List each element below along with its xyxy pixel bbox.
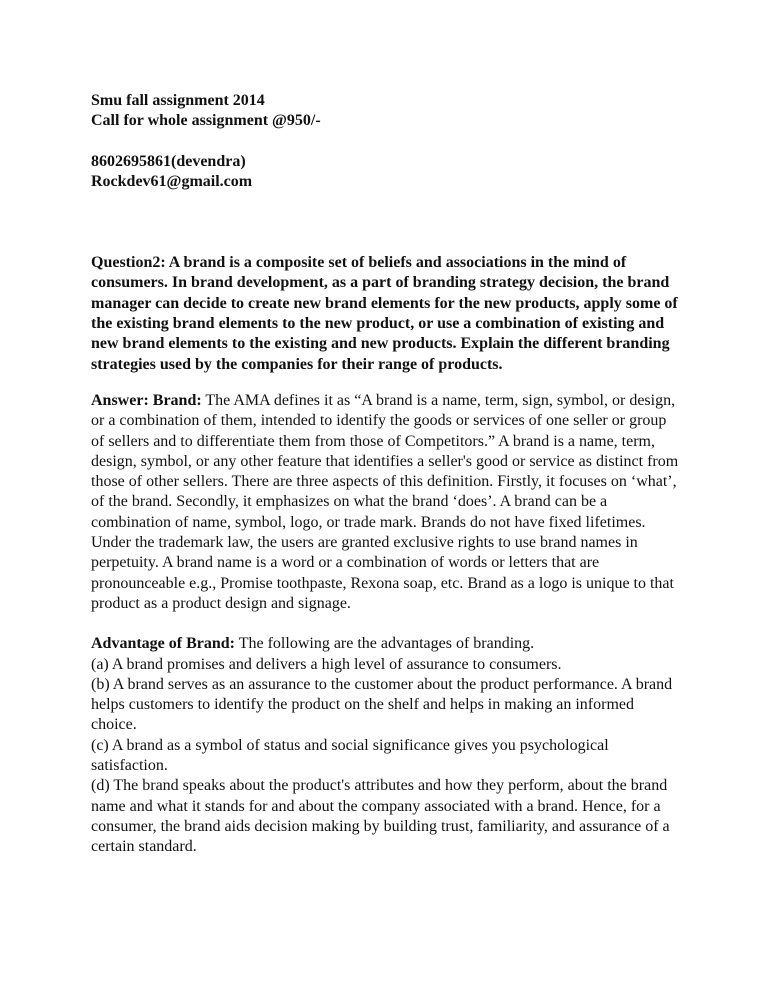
- advantages-label: Advantage of Brand:: [91, 635, 236, 653]
- contact-phone: 8602695861(devendra): [91, 152, 246, 170]
- contact-block: [91, 152, 681, 193]
- advantage-item-d: (d) The brand speaks about the product's attributes and how they perform, about the brand name and what it stands for and about the company associated with a brand. Hence, for a consumer, the brand aids decision making by building trust, familiarity, and assurance of a certain standard.: [91, 777, 670, 856]
- advantage-item-a: (a) A brand promises and delivers a high level of assurance to consumers.: [91, 655, 562, 673]
- header-offer: Call for whole assignment @950/-: [91, 112, 321, 130]
- advantages-heading: [91, 634, 681, 654]
- header-title: Smu fall assignment 2014: [91, 92, 265, 109]
- contact-email: Rockdev61@gmail.com: [91, 172, 253, 190]
- question-text: Question2: A brand is a composite set of beliefs and associations in the mind of consumers. In brand development, as a part of branding strategy decision, the brand manager can decide to create new brand elements for the new products, apply some of the existing brand elements to the new product, or use a combination of existing and new brand elements to the existing and new products. Explain the different branding strategies used by the companies for their range of products.: [91, 254, 678, 373]
- document-page: [91, 91, 681, 858]
- advantages-intro: The following are the advantages of branding.: [235, 635, 535, 653]
- advantage-item-b: (b) A brand serves as an assurance to the customer about the product performance. A brand helps customers to identify the product on the shelf and helps in making an informed choice.: [91, 675, 673, 734]
- answer-paragraph: [91, 391, 681, 614]
- advantage-item-c: (c) A brand as a symbol of status and social significance gives you psychological satisfaction.: [91, 736, 609, 775]
- answer-text: The AMA defines it as “A brand is a name, term, sign, symbol, or design, or a combination of them, intended to identify the goods or services of one seller or group of sellers and to differentiate them from those of Competitors.” A brand is a name, term, design, symbol, or any other feature that identifies a seller's good or service as distinct from those of other sellers. There are three aspects of this definition. Firstly, it focuses on ‘what’, of the brand. Secondly, it emphasizes on what the brand ‘does’. A brand can be a combination of name, symbol, logo, or trade mark. Brands do not have fixed lifetimes. Under the trademark law, the users are granted exclusive rights to use brand names in perpetuity. A brand name is a word or a combination of words or letters that are pronounceable e.g., Promise toothpaste, Rexona soap, etc. Brand as a logo is unique to that product as a product design and signage.: [91, 391, 679, 612]
- advantages-section: [91, 634, 681, 857]
- document-header: [91, 91, 681, 132]
- answer-label: Answer: Brand:: [91, 391, 202, 409]
